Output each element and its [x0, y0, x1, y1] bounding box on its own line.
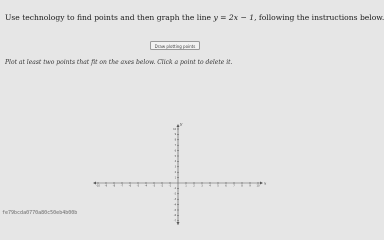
y-tick-label: 6 — [174, 149, 177, 153]
x-tick-label: -10 — [96, 184, 100, 188]
y-tick-label: -4 — [173, 203, 177, 207]
y-tick-label: -7 — [173, 219, 177, 223]
x-tick-label: -7 — [120, 184, 124, 188]
y-tick-label: 9 — [174, 133, 177, 137]
y-tick-label: -2 — [173, 192, 177, 196]
y-tick-label: 2 — [174, 171, 177, 174]
x-tick-label: -6 — [128, 184, 132, 188]
y-tick-label: 7 — [174, 144, 177, 147]
y-tick-label: 1 — [174, 176, 177, 180]
y-tick-label: -3 — [173, 198, 177, 201]
x-tick-label: 3 — [201, 184, 203, 188]
x-tick-label: 2 — [193, 184, 195, 188]
x-tick-label: 8 — [241, 184, 243, 188]
question-suffix: , following the instructions below. — [254, 13, 384, 22]
y-tick-label: 4 — [174, 160, 177, 164]
x-tick-label: -5 — [136, 184, 140, 188]
coordinate-graph[interactable] — [94, 75, 266, 225]
question-text — [5, 13, 384, 22]
y-tick-label: 3 — [174, 165, 177, 169]
x-tick-label: 6 — [225, 184, 227, 188]
footer-id: fe79bcda0770a80c50eb4b00b — [2, 210, 78, 216]
x-tick-label: -3 — [152, 184, 156, 188]
x-tick-label: 4 — [209, 184, 211, 188]
draw-plotting-points-button[interactable]: Draw plotting points — [150, 41, 200, 50]
y-tick-label: -1 — [173, 187, 177, 191]
x-tick-label: 9 — [249, 184, 251, 188]
y-tick-label: -6 — [173, 214, 177, 218]
y-tick-label: 5 — [174, 154, 177, 158]
x-tick-label: -9 — [104, 184, 108, 188]
instruction-text: Plot at least two points that fit on the axes below. Click a point to delete it. — [5, 59, 233, 66]
equation: y = 2x − 1 — [213, 13, 255, 22]
y-tick-label: 10 — [173, 127, 177, 131]
x-tick-label: 10 — [256, 184, 260, 188]
y-tick-label: -5 — [173, 208, 177, 212]
x-tick-label: 7 — [233, 184, 235, 188]
x-tick-label: -1 — [168, 184, 172, 188]
x-tick-label: -8 — [112, 184, 116, 188]
x-tick-label: 1 — [185, 184, 187, 188]
x-tick-label: -2 — [160, 184, 164, 188]
graph-background[interactable] — [94, 75, 266, 225]
x-axis-label: x — [264, 180, 267, 186]
y-axis-label: y — [180, 121, 183, 126]
x-tick-label: -4 — [144, 184, 148, 188]
question-prefix: Use technology to find points and then graph the line — [5, 13, 214, 22]
y-tick-label: 8 — [174, 138, 177, 142]
x-tick-label: 5 — [217, 184, 219, 188]
